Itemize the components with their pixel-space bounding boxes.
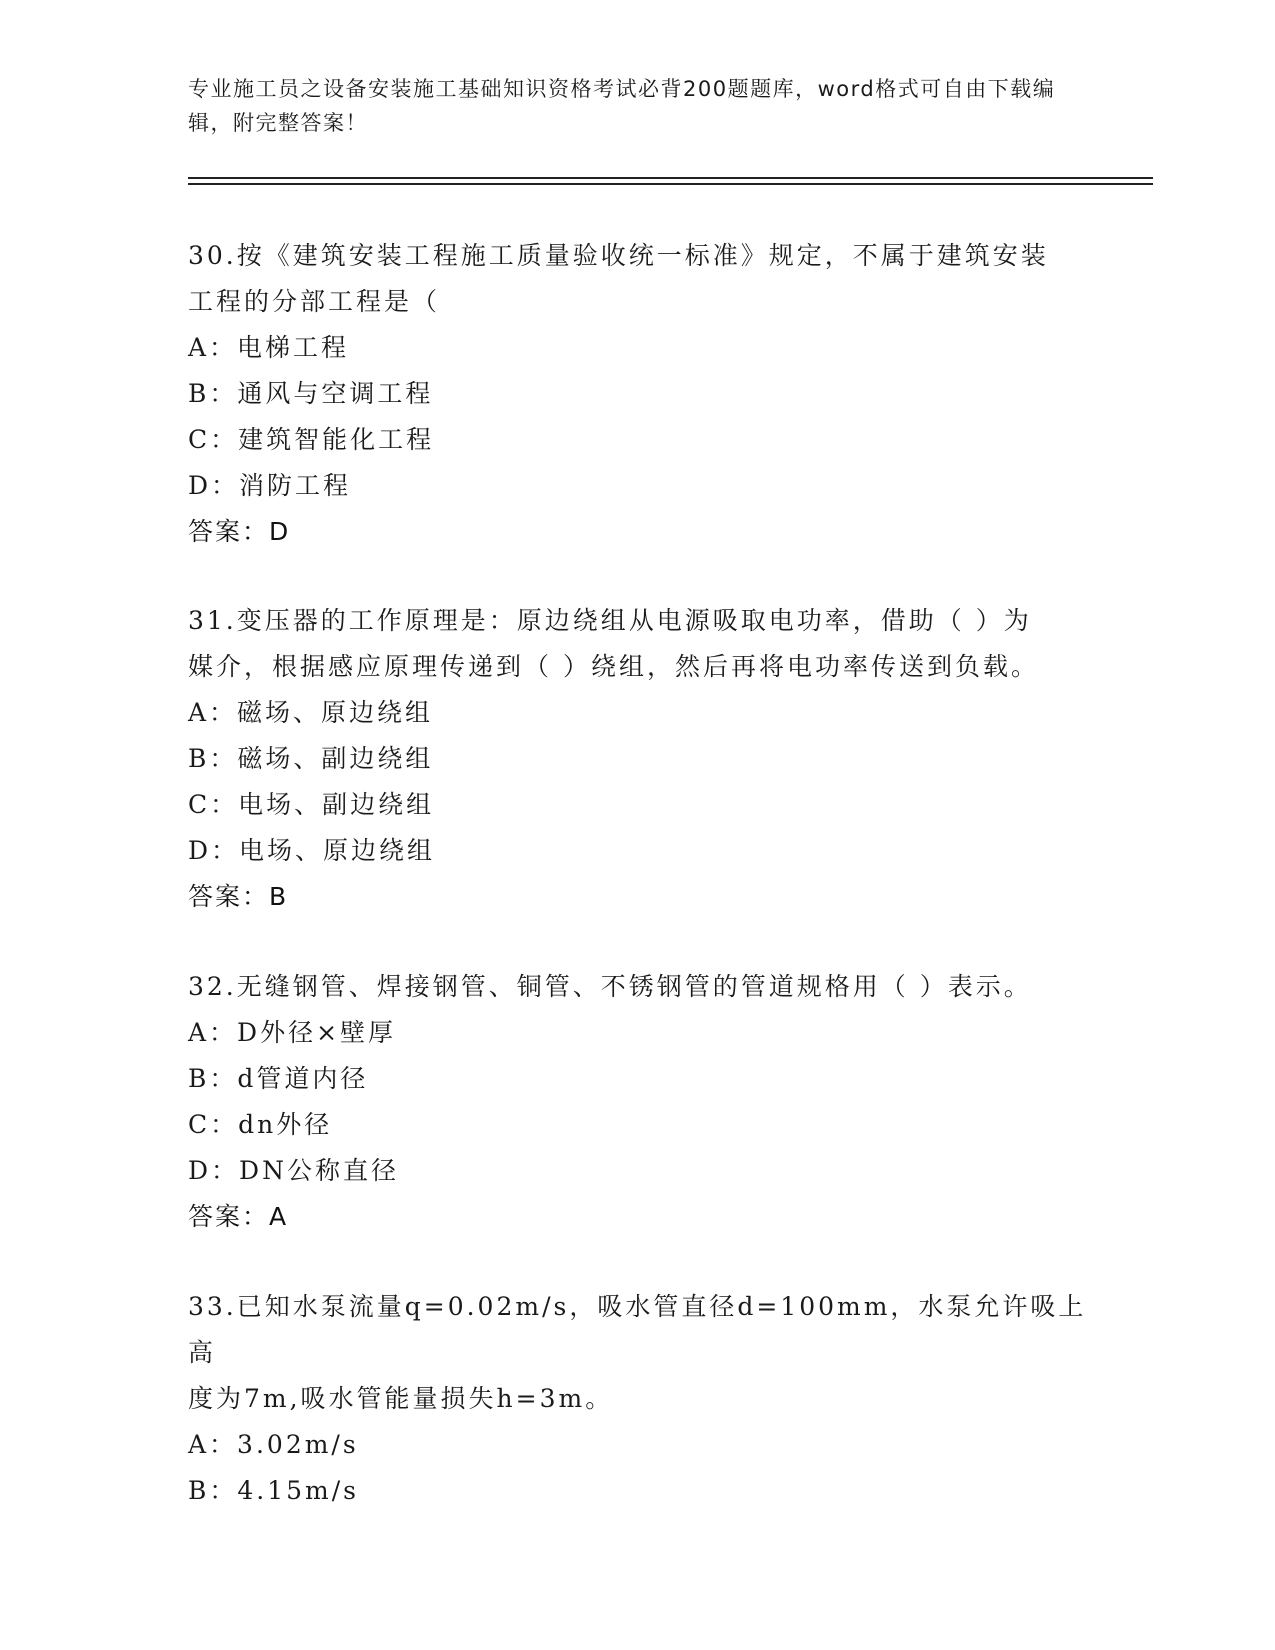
question-32	[188, 964, 1088, 1240]
answer-line: 答案：A	[188, 1202, 289, 1231]
question-30	[188, 233, 1088, 555]
option-b: B：d管道内径	[188, 1064, 369, 1093]
option-c: C：建筑智能化工程	[188, 425, 435, 454]
question-stem-line-1: 33.已知水泵流量q=0.02m/s，吸水管直径d=100mm，水泵允许吸上高	[188, 1292, 1087, 1367]
option-b: B：通风与空调工程	[188, 379, 434, 408]
option-c: C：dn外径	[188, 1110, 333, 1139]
option-b: B：4.15m/s	[188, 1476, 359, 1505]
header-divider-top	[188, 177, 1153, 179]
option-d: D：消防工程	[188, 471, 352, 500]
question-stem-line-2: 度为7m,吸水管能量损失h=3m。	[188, 1384, 614, 1413]
option-a: A：3.02m/s	[188, 1430, 359, 1459]
answer-line: 答案：B	[188, 882, 289, 911]
header-divider-bottom	[188, 183, 1153, 185]
option-c: C：电场、副边绕组	[188, 790, 435, 819]
question-stem-line-1: 32.无缝钢管、焊接钢管、铜管、不锈钢管的管道规格用（ ）表示。	[188, 972, 1032, 1001]
question-stem-line-2: 工程的分部工程是（	[188, 287, 441, 316]
question-stem-line-1: 30.按《建筑安装工程施工质量验收统一标准》规定，不属于建筑安装	[188, 241, 1049, 270]
option-a: A：磁场、原边绕组	[188, 698, 434, 727]
option-d: D：DN公称直径	[188, 1156, 399, 1185]
answer-line: 答案：D	[188, 517, 291, 546]
question-stem-line-2: 媒介，根据感应原理传递到（ ）绕组，然后再将电功率传送到负载。	[188, 652, 1039, 681]
option-a: A：电梯工程	[188, 333, 350, 362]
option-d: D：电场、原边绕组	[188, 836, 436, 865]
document-header: 专业施工员之设备安装施工基础知识资格考试必背200题题库，word格式可自由下载编辑，附完整答案！	[188, 77, 1056, 135]
question-33	[188, 1284, 1088, 1514]
option-b: B：磁场、副边绕组	[188, 744, 434, 773]
option-a: A：D外径×壁厚	[188, 1018, 397, 1047]
question-31	[188, 598, 1088, 920]
question-stem-line-1: 31.变压器的工作原理是：原边绕组从电源吸取电功率，借助（ ）为	[188, 606, 1032, 635]
